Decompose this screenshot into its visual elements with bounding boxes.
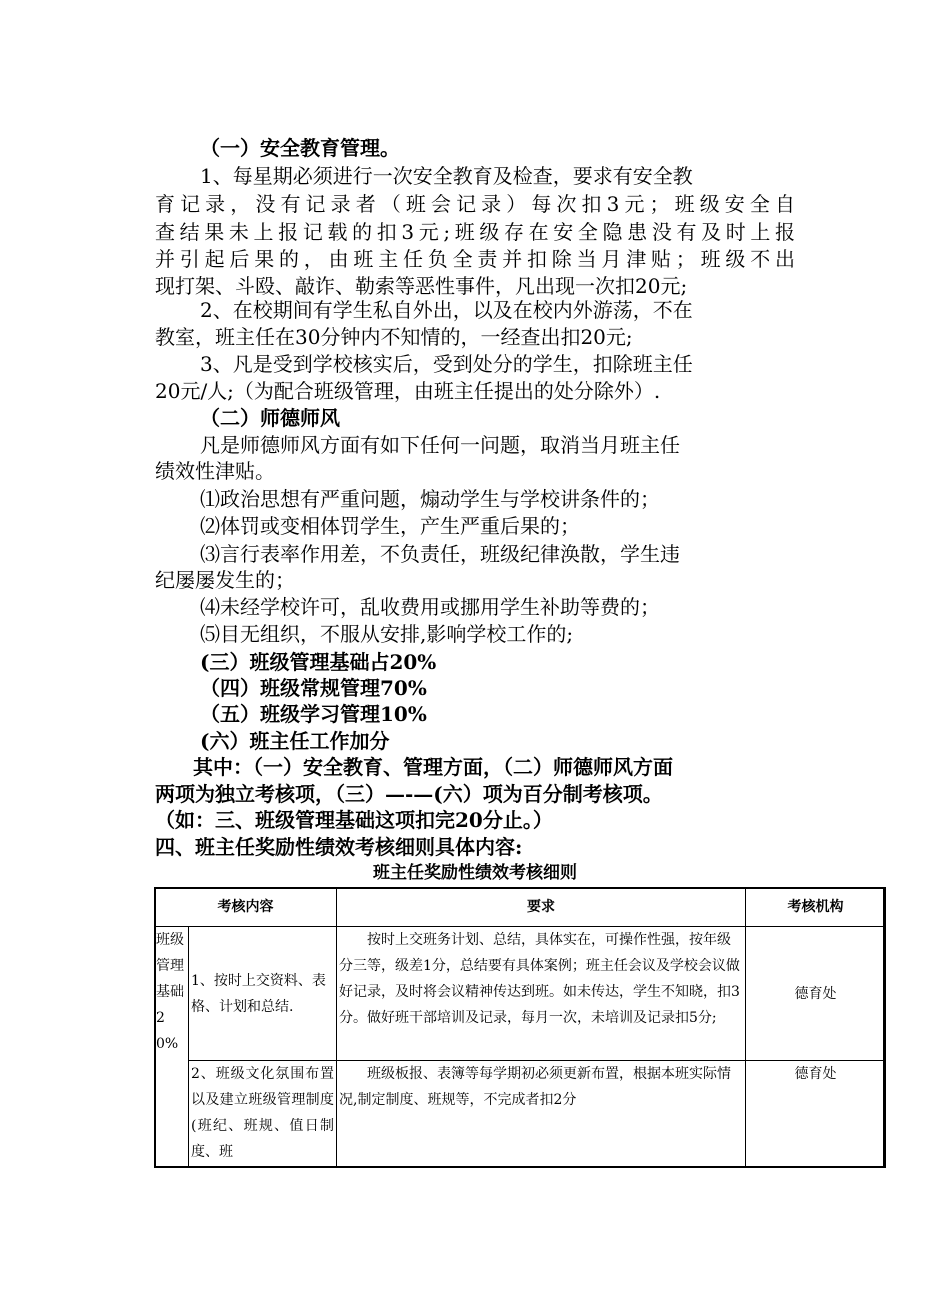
table-caption: 班主任奖励性绩效考核细则 — [373, 863, 577, 883]
org-cell: 德育处 — [746, 927, 886, 1061]
paragraph-line: 凡是师德师风方面有如下任何一问题，取消当月班主任 — [200, 433, 680, 457]
list-item: ⑶言行表率作用差，不负责任，班级纪律涣散，学生违 — [200, 542, 680, 566]
summary-line: 两项为独立考核项，（三）—-—(六）项为百分制考核项。 — [155, 782, 663, 806]
list-item: ⑸目无组织，不服从安排,影响学校工作的; — [200, 622, 574, 646]
summary-line: （如：三、班级管理基础这项扣完20分止。） — [155, 808, 553, 832]
summary-line: 其中：（一）安全教育、管理方面，（二）师德师风方面 — [193, 755, 673, 779]
paragraph-line: 3、凡是受到学校核实后，受到处分的学生，扣除班主任 — [200, 352, 693, 376]
section-heading-safety: （一）安全教育管理。 — [200, 136, 400, 160]
list-item: ⑷未经学校许可，乱收费用或挪用学生补助等费的； — [200, 595, 660, 619]
section-heading-ethics: （二）师德师风 — [200, 406, 340, 430]
list-item: ⑵体罚或变相体罚学生，产生严重后果的； — [200, 514, 580, 538]
header-org: 考核机构 — [746, 888, 886, 927]
table-row — [155, 927, 886, 1061]
paragraph-line: 20元/人;（为配合班级管理，由班主任提出的处分除外）. — [155, 379, 661, 403]
section-heading-basics: (三）班级管理基础占20% — [200, 650, 437, 674]
org-cell: 德育处 — [746, 1061, 886, 1168]
paragraph-line: 教室，班主任在30分钟内不知情的，一经查出扣20元; — [155, 325, 633, 349]
paragraph-line: 查结果未上报记载的扣3元;班级存在安全隐患没有及时上报 — [155, 220, 795, 244]
section-heading-bonus: (六）班主任工作加分 — [200, 729, 390, 753]
paragraph-line: 育记录，没有记录者（班会记录）每次扣3元；班级安全自 — [155, 192, 795, 216]
list-item: ⑴政治思想有严重问题，煽动学生与学校讲条件的； — [200, 487, 660, 511]
table-header-row — [155, 888, 886, 927]
paragraph-line: 并引起后果的，由班主任负全责并扣除当月津贴；班级不出 — [155, 247, 795, 271]
paragraph-line: 绩效性津贴。 — [155, 459, 275, 483]
item-cell: 2、班级文化氛围布置以及建立班级管理制度(班纪、班规、值日制度、班 — [189, 1061, 337, 1168]
requirement-cell: 按时上交班务计划、总结，具体实在，可操作性强，按年级分三等，级差1分，总结要有具体案例；班主任会议及学校会议做好记录，及时将会议精神传达到班。如未传达，学生不知晓，扣3分。做好班干部培训及记录，每月一次，未培训及记录扣5分; — [337, 927, 746, 1061]
paragraph-line: 1、每星期必须进行一次安全教育及检查，要求有安全教 — [200, 164, 693, 188]
item-cell: 1、按时上交资料、表格、计划和总结. — [189, 927, 337, 1061]
section-heading-details: 四、班主任奖励性绩效考核细则具体内容: — [155, 835, 523, 859]
header-content: 考核内容 — [155, 888, 337, 927]
section-heading-study: （五）班级学习管理10% — [200, 702, 427, 726]
paragraph-line: 现打架、斗殴、敲诈、勒索等恶性事件，凡出现一次扣20元; — [155, 274, 688, 298]
section-heading-routine: （四）班级常规管理70% — [200, 676, 427, 700]
category-cell: 班级管理基础20% — [155, 927, 189, 1168]
assessment-table — [154, 887, 886, 1168]
table-row — [155, 1061, 886, 1168]
header-requirement: 要求 — [337, 888, 746, 927]
paragraph-line: 2、在校期间有学生私自外出，以及在校内外游荡，不在 — [200, 298, 693, 322]
requirement-cell: 班级板报、表簿等每学期初必须更新布置，根据本班实际情况,制定制度、班规等，不完成者扣2分 — [337, 1061, 746, 1168]
list-item: 纪屡屡发生的； — [155, 568, 295, 592]
